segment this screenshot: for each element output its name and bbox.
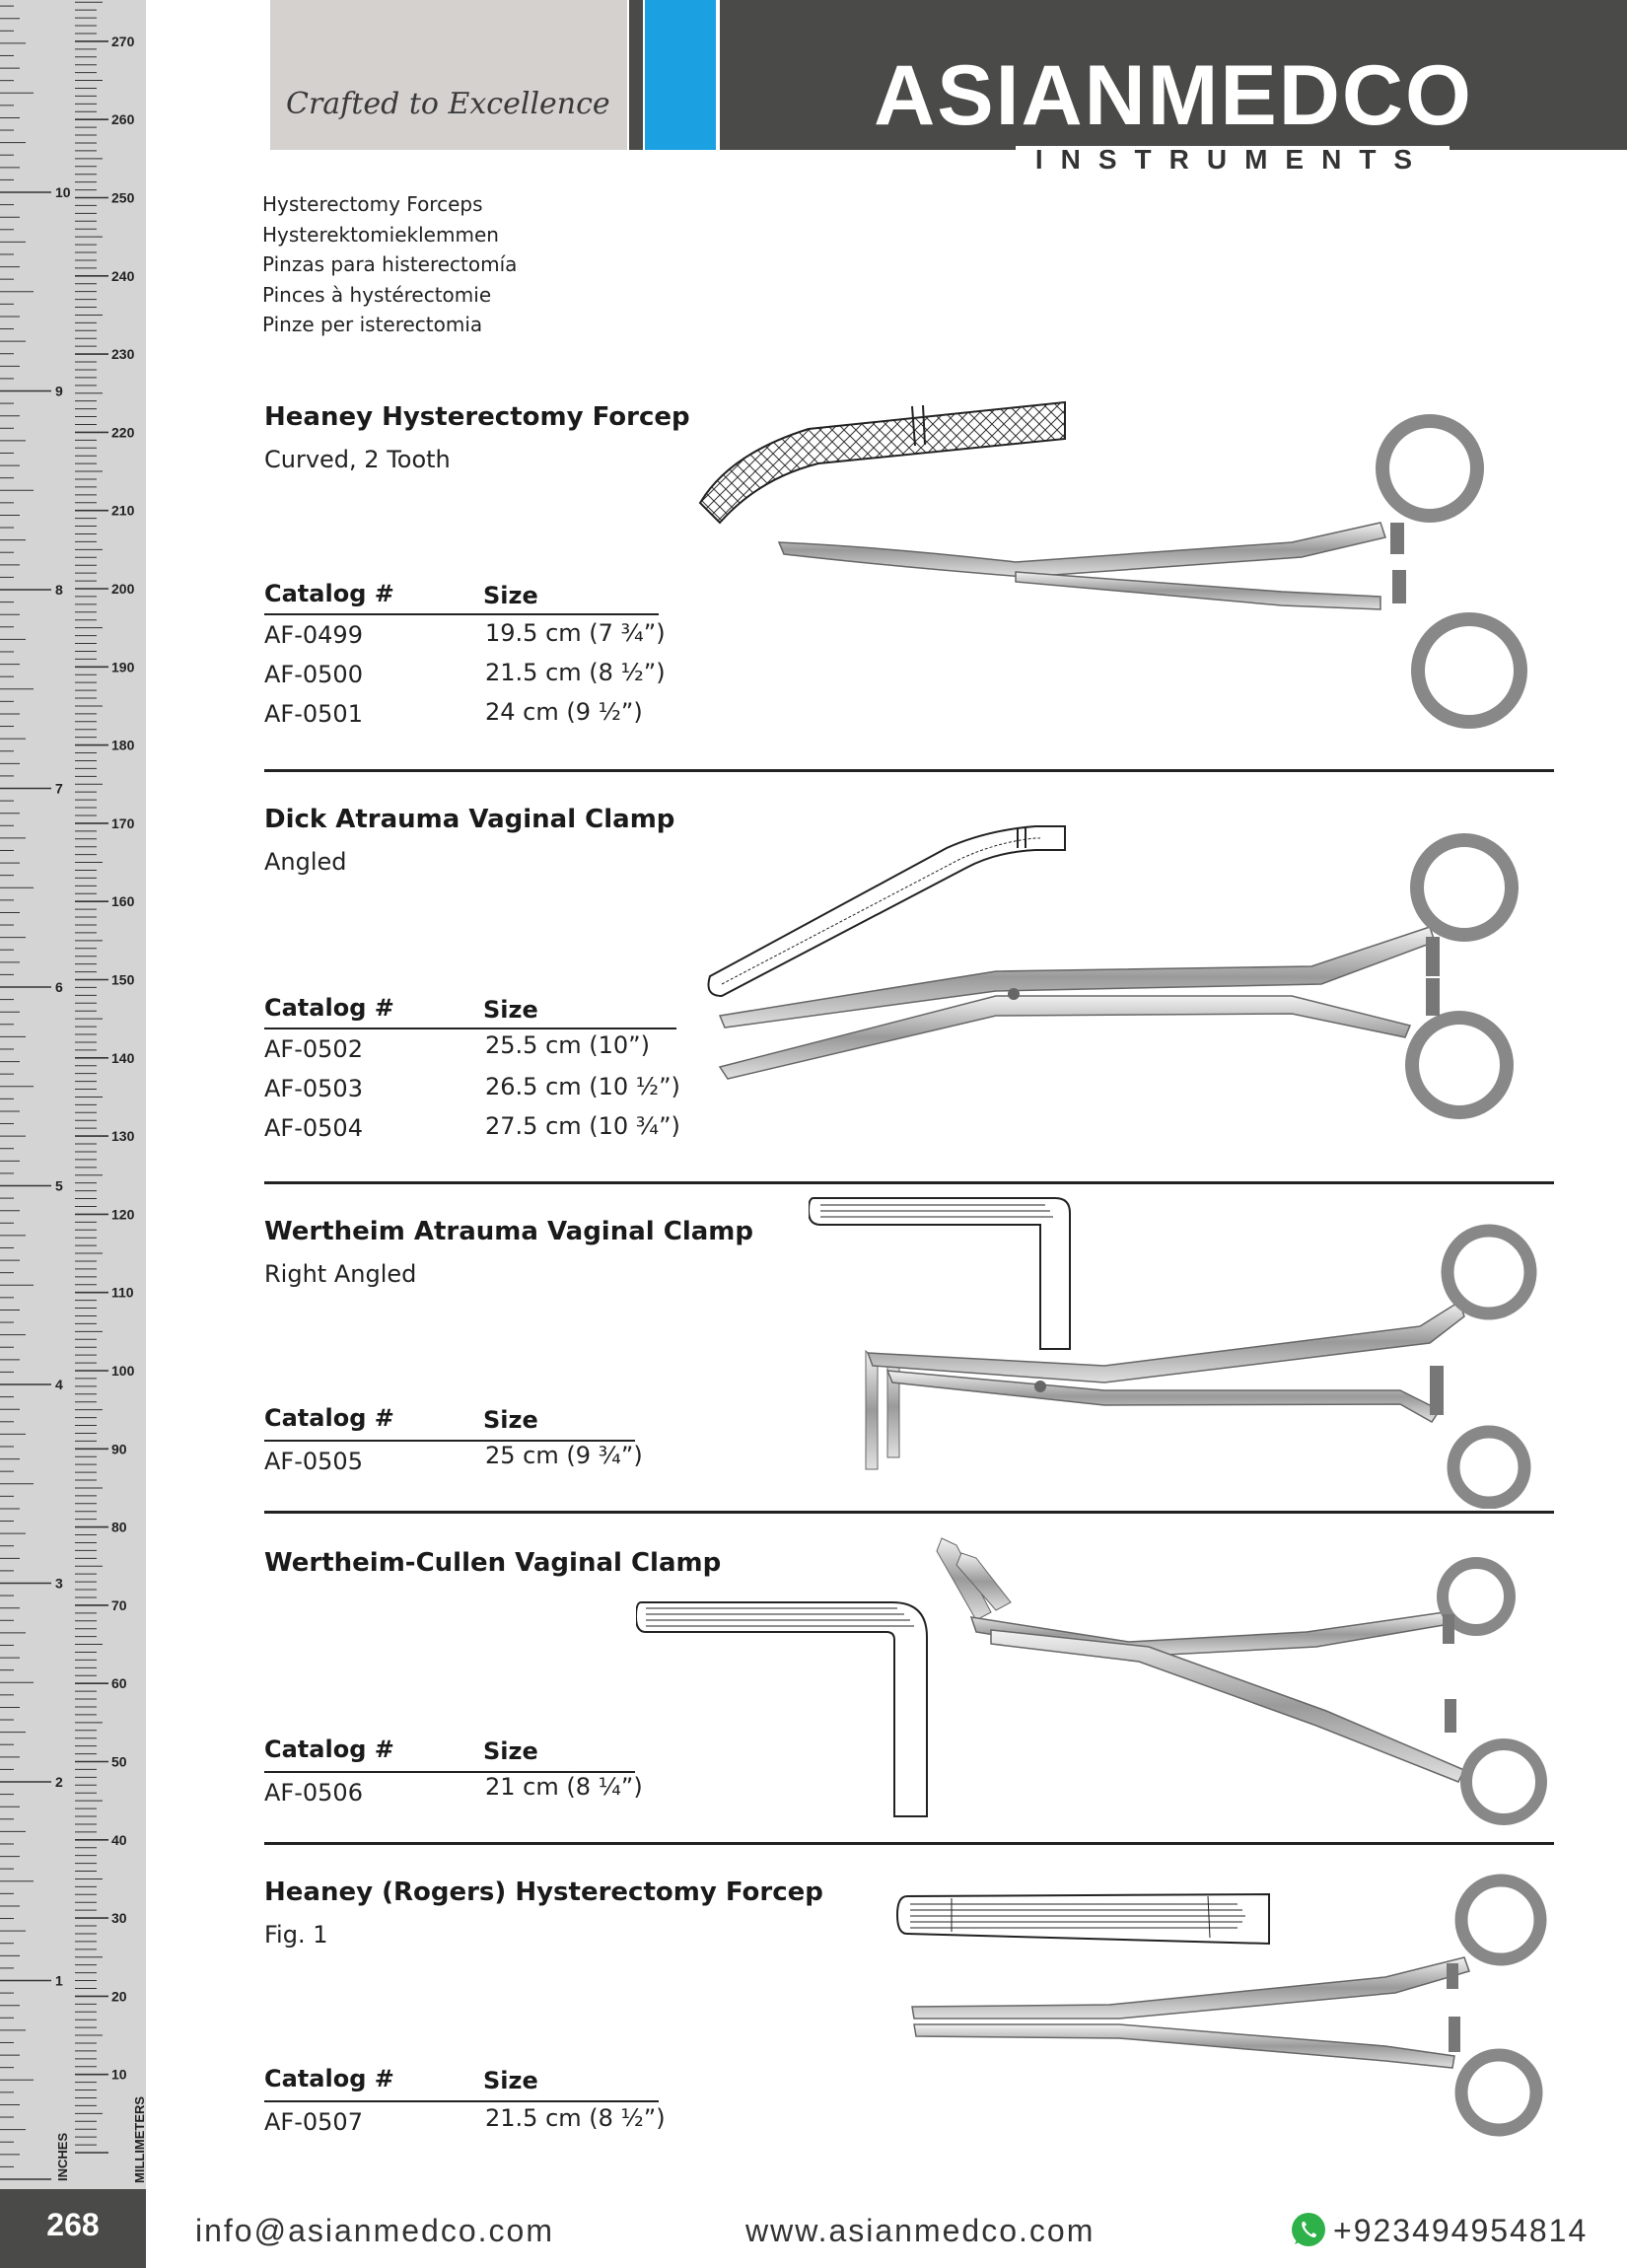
ruler-mm-label: 170 [111,815,135,831]
catalog-header-rule [264,613,659,615]
size-header: Size [483,582,538,609]
brand-subtitle: INSTRUMENTS [1034,144,1431,175]
catalog-size: 26.5 cm (10 ½”) [485,1073,680,1100]
catalog-size: 27.5 cm (10 ¾”) [485,1112,680,1140]
ruler-inch-label: 8 [55,582,63,598]
ruler-mm-label: 190 [111,659,135,675]
product-title: Wertheim Atrauma Vaginal Clamp [264,1217,753,1246]
ruler-mm-label: 10 [111,2066,127,2083]
ruler-inch-label: 5 [55,1177,63,1194]
catalog-header: Catalog # [264,1404,394,1432]
ruler-mm-label: 120 [111,1206,135,1223]
ruler-inch-label: 2 [55,1774,63,1790]
ruler-mm-label: 20 [111,1988,127,2005]
ruler-mm-label: MILLIMETERS [132,2095,147,2183]
catalog-header-rule [264,1028,676,1029]
page-number: 268 [46,2207,100,2242]
catalog-code: AF-0501 [264,700,363,728]
catalog-code: AF-0507 [264,2108,363,2136]
ruler-mm-label: 130 [111,1128,135,1145]
catalog-header: Catalog # [264,994,394,1022]
ruler-mm-label: 40 [111,1831,127,1848]
ruler-mm-label: 110 [111,1284,134,1301]
name-spanish: Pinzas para histerectomía [262,252,518,276]
ruler-mm-label: 30 [111,1910,127,1927]
section-divider [264,1842,1554,1845]
ruler-mm-label: 150 [111,971,135,988]
ruler-inch-label: 6 [55,979,63,995]
ruler-inches-label: INCHES [55,2132,70,2181]
catalog-size: 24 cm (9 ½”) [485,698,643,726]
section-divider [264,1181,1554,1184]
catalog-header-rule [264,2100,659,2102]
ruler-mm-label: 270 [111,33,135,49]
tagline-banner [270,0,627,150]
dick-clamp-illustration [700,809,1558,1124]
ruler-mm-label: 250 [111,189,135,206]
ruler-mm-label: 210 [111,502,135,519]
header-blue-block [645,0,716,150]
product-subtitle: Fig. 1 [264,1921,328,1949]
product-subtitle: Curved, 2 Tooth [264,446,451,473]
catalog-code: AF-0506 [264,1779,363,1807]
catalog-code: AF-0505 [264,1448,363,1475]
ruler-mm-label: 230 [111,346,135,363]
catalog-code: AF-0500 [264,661,363,688]
name-german: Hysterektomieklemmen [262,222,499,247]
ruler-mm-label: 80 [111,1519,127,1535]
wertheim-clamp-illustration [809,1193,1558,1509]
size-header: Size [483,1406,538,1434]
catalog-header: Catalog # [264,2065,394,2092]
section-divider [264,769,1554,772]
catalog-size: 25.5 cm (10”) [485,1031,650,1059]
product-subtitle: Angled [264,848,347,876]
ruler-mm-label: 160 [111,893,135,910]
footer-phone[interactable]: +923494954814 [1333,2213,1589,2248]
ruler-mm-label: 180 [111,737,135,753]
catalog-code: AF-0503 [264,1075,363,1102]
footer-email[interactable]: info@asianmedco.com [195,2213,554,2248]
footer-website[interactable]: www.asianmedco.com [745,2213,1096,2248]
product-title: Heaney (Rogers) Hysterectomy Forcep [264,1878,823,1907]
name-french: Pinces à hystérectomie [262,282,492,307]
ruler-inch-label: 3 [55,1575,63,1592]
catalog-code: AF-0504 [264,1114,363,1142]
catalog-header: Catalog # [264,1736,394,1763]
ruler-mm-label: 60 [111,1675,127,1692]
section-divider [264,1511,1554,1514]
ruler-inch-label: 9 [55,383,63,399]
product-group-names [262,189,517,340]
catalog-size: 21.5 cm (8 ½”) [485,659,666,686]
ruler-mm-label: 50 [111,1753,127,1770]
catalog-size: 21 cm (8 ¼”) [485,1773,643,1801]
ruler-mm-label: 140 [111,1049,135,1066]
heaney-rogers-forcep-illustration [892,1869,1558,2155]
whatsapp-icon [1290,2211,1327,2248]
catalog-size: 25 cm (9 ¾”) [485,1442,643,1469]
wertheim-cullen-clamp-illustration [636,1533,1558,1829]
ruler-ticks [0,0,146,2189]
ruler-mm-label: 200 [111,581,135,597]
product-subtitle: Right Angled [264,1260,417,1288]
catalog-code: AF-0499 [264,621,363,649]
brand-name: ASIANMEDCO [874,48,1473,143]
header-dark-strip [629,0,643,150]
product-title: Heaney Hysterectomy Forcep [264,402,690,432]
heaney-forcep-illustration [690,394,1558,730]
name-english: Hysterectomy Forceps [262,192,483,216]
catalog-size: 19.5 cm (7 ¾”) [485,619,666,647]
measurement-ruler [0,0,146,2189]
ruler-mm-label: 220 [111,424,135,441]
ruler-inch-label: 10 [55,184,71,200]
ruler-inch-label: 7 [55,780,63,797]
ruler-mm-label: 100 [111,1363,135,1379]
product-title: Wertheim-Cullen Vaginal Clamp [264,1548,722,1578]
ruler-mm-label: 70 [111,1596,127,1613]
size-header: Size [483,2067,538,2094]
ruler-mm-label: 260 [111,111,135,128]
ruler-inch-label: 1 [55,1972,63,1989]
ruler-inch-label: 4 [55,1377,63,1392]
catalog-header: Catalog # [264,580,394,607]
tagline: Crafted to Excellence [286,87,610,121]
catalog-code: AF-0502 [264,1035,363,1063]
size-header: Size [483,1737,538,1765]
catalog-size: 21.5 cm (8 ½”) [485,2104,666,2132]
ruler-mm-label: 90 [111,1441,127,1457]
name-italian: Pinze per isterectomia [262,313,483,336]
product-title: Dick Atrauma Vaginal Clamp [264,805,675,834]
size-header: Size [483,996,538,1024]
ruler-mm-label: 240 [111,267,135,284]
